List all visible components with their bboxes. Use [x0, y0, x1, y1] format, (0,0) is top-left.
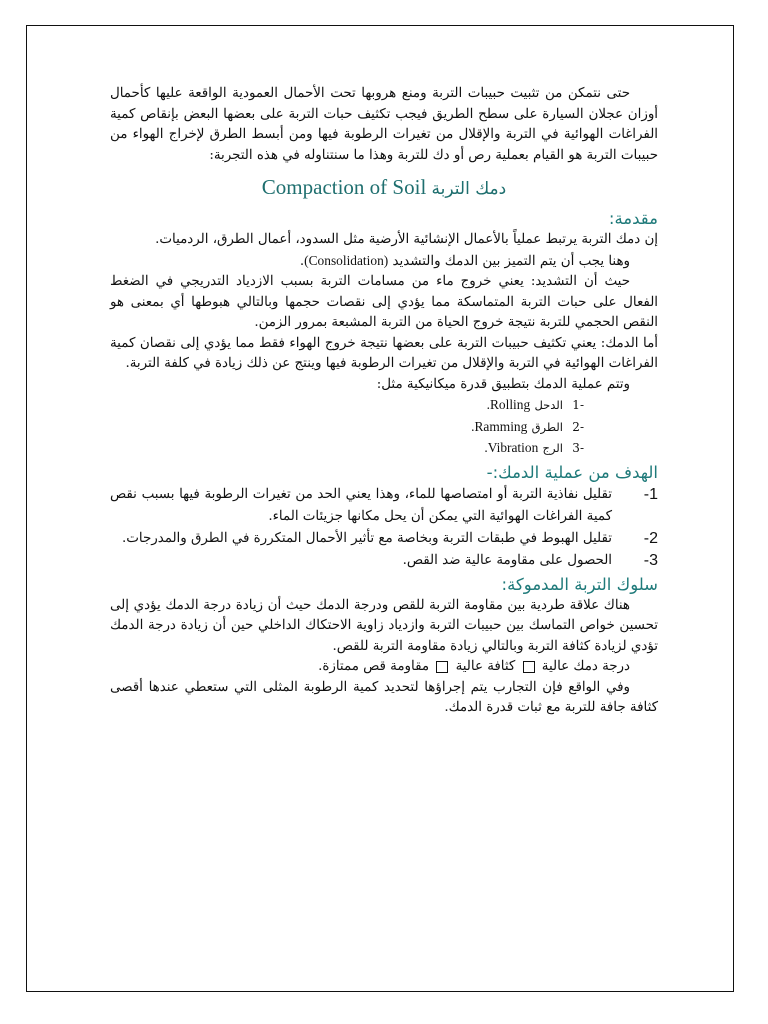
compaction-methods-list: [110, 395, 658, 460]
list-item: [110, 395, 658, 417]
heading-introduction: مقدمة:: [608, 209, 658, 228]
behavior-p1: هناك علاقة طردية بين مقاومة التربة للقص ودرجة الدمك حيث أن زيادة درجة الدمك يؤدي إلى تحسين خواص التماسك بين حبيبات التربة وازدياد زاوية الاحتكاك الداخلي حين أن زيادة درجة الدمك تؤدي لزيادة كثافة التربة وبالتالي زيادة مقاومة التربة للقص.: [110, 597, 658, 654]
goal-text: الحصول على مقاومة عالية ضد القص.: [402, 552, 612, 568]
chain-step: مقاومة قص ممتازة.: [318, 659, 430, 674]
list-item: [110, 484, 658, 528]
method-english: Vibration.: [484, 440, 539, 455]
method-arabic: الرج: [542, 441, 563, 455]
goal-text: تقليل الهبوط في طبقات التربة وبخاصة مع تأثير الأحمال المتكررة في الطرق والمدرجات.: [122, 530, 612, 546]
list-number: 1-: [643, 485, 658, 503]
goal-text: تقليل نفاذية التربة أو امتصاصها للماء، وهذا يعني الحد من تغيرات الرطوبة فيها بسبب نقص كمية الفراغات الهوائية التي يمكن أن يحل مكانها جزيئات الماء.: [110, 486, 612, 524]
list-item: [110, 528, 658, 550]
page-title: [110, 174, 658, 202]
method-english: Ramming.: [471, 418, 528, 434]
behavior-chain: [110, 657, 658, 678]
intro-paragraph: حتى نتمكن من تثبيت حبيبات التربة ومنع هروبها تحت الأحمال العمودية الواقعة عليها كأحمال أوزان عجلان السيارة على سطح الطريق فيجب تكثيف حبات التربة على بعضها البعض بإنقاص كمية الفراغات الهوائية في التربة والإقلال من تغيرات الرطوبة فيها ومن أبسط الطرق لإخراج الهواء من حبيبات التربة هو القيام بعملية رص أو دك للتربة وهذا ما سنتناوله في هذه التجربة:: [110, 86, 658, 163]
chain-step: درجة دمك عالية: [541, 659, 630, 674]
goals-list: [110, 484, 658, 572]
document-body: [110, 84, 658, 719]
intro-p2-text: وهنا يجب أن يتم التميز بين الدمك والتشديد: [392, 253, 630, 269]
intro-p2-end: .: [299, 253, 305, 269]
heading-behavior: سلوك التربة المدموكة:: [501, 574, 658, 594]
list-number: -1: [572, 398, 584, 412]
arrow-box-icon: [523, 661, 535, 673]
method-english: Rolling.: [486, 397, 531, 412]
behavior-p2: وفي الواقع فإن التجارب يتم إجراؤها لتحديد كمية الرطوبة المثلى التي ستعطي عندها أقصى كثافة جافة للتربة مع ثبات قدرة الدمك.: [110, 679, 658, 715]
list-item: [110, 550, 658, 572]
intro-p3: حيث أن التشديد: يعني خروج ماء من مسامات التربة بسبب الازدياد التدريجي في الضغط الفعال على حبات التربة المتماسكة مما يؤدي إلى نقصات حجمها وبالتالي هبوطها أي بمعنى هو النقص الحجمي للتربة نتيجة خروج الحياة من التربة المشبعة بمرور الزمن.: [110, 274, 658, 330]
intro-p4: أما الدمك: يعني تكثيف حبيبات التربة على بعضها نتيجة خروج الهواء فقط مما يؤدي إلى نقصان كمية الفراغات الهوائية في التربة والإقلال من تغيرات الرطوبة فيها وينتج عن ذلك زيادة في كلفة التربة.: [110, 335, 658, 371]
intro-p2: [110, 251, 658, 273]
list-number: 2-: [643, 529, 658, 547]
title-english: Compaction of Soil: [261, 175, 427, 199]
consolidation-term: (Consolidation): [304, 252, 389, 268]
arrow-box-icon: [436, 661, 448, 673]
method-arabic: الدحل: [534, 398, 563, 412]
list-item: [110, 438, 658, 460]
intro-p1: إن دمك التربة يرتبط عملياً بالأعمال الإنشائية الأرضية مثل السدود، أعمال الطرق، الردميات.: [155, 232, 658, 247]
title-arabic: دمك التربة: [431, 179, 507, 199]
list-number: -2: [572, 419, 584, 434]
method-arabic: الطرق: [531, 419, 563, 434]
chain-step: كثافة عالية: [455, 659, 516, 674]
heading-goal: الهدف من عملية الدمك:-: [486, 462, 658, 482]
intro-p5: وتتم عملية الدمك بتطبيق قدرة ميكانيكية مثل:: [376, 376, 630, 392]
list-number: 3-: [643, 551, 658, 569]
list-item: [110, 417, 658, 439]
list-number: -3: [572, 441, 584, 455]
